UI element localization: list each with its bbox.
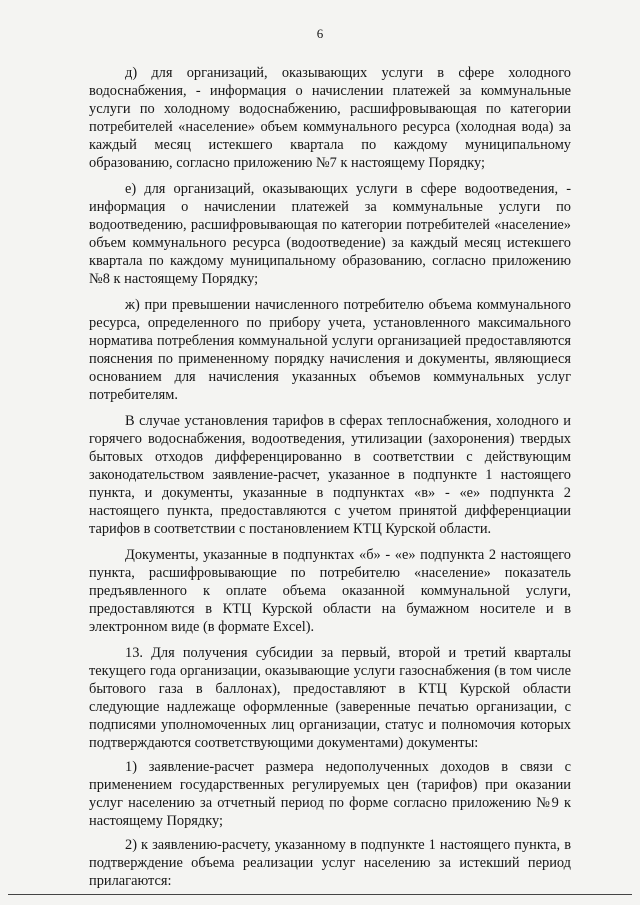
paragraph-documents-submission: Документы, указанные в подпунктах «б» - «е» подпункта 2 настоящего пункта, расшифровывающие по потребителю «население» показатель предъявленного к оплате объема оказанной коммунальной услуги, предоставляются в КТЦ Курской области на бумажном носителе и в электронном виде (в формате Excel).	[89, 547, 571, 635]
paragraph-e-wastewater: е) для организаций, оказывающих услуги в сфере водоотведения, - информация о начислении платежей за коммунальные услуги по водоотведению, расшифровывающая по категории потребителей «население» объем коммунального ресурса (водоотведение) за каждый месяц истекшего квартала по каждому муниципальному образованию, согласно приложению №8 к настоящему Порядку;	[89, 181, 571, 287]
page-number: 6	[316, 26, 324, 41]
paragraph-13-gas-subsidy: 13. Для получения субсидии за первый, второй и третий кварталы текущего года организации, оказывающие услуги газоснабжения (в том числе бытового газа в баллонах), предоставляют в КТЦ Курской области следующие надлежаще оформленные (заверенные печатью организации, с подписями уполномоченных лиц организации, статус и полномочия которых подтверждаются соответствующими документами) документы:	[89, 645, 571, 751]
paragraph-1-application: 1) заявление-расчет размера недополученных доходов в связи с применением государственных регулируемых цен (тарифов) при оказании услуг населению за отчетный период по форме согласно приложению №9 к настоящему Порядку;	[89, 759, 571, 829]
paragraph-zh-excess-volume: ж) при превышении начисленного потребителю объема коммунального ресурса, определенного по прибору учета, установленного максимального норматива потребления коммунальной услуги организацией предоставляются пояснения по примененному порядку начисления и документы, являющиеся основанием для начисления указанных объемов коммунальных услуг потребителям.	[89, 297, 571, 403]
paragraph-differentiated-tariffs: В случае установления тарифов в сферах теплоснабжения, холодного и горячего водоснабжения, водоотведения, утилизации (захоронения) твердых бытовых отходов дифференцированно в соответствии с действующим законодательством заявление-расчет, указанное в подпункте 1 настоящего пункта, и документы, указанные в подпунктах «в» - «е» подпункта 2 настоящего пункта, предоставляются с учетом принятой дифференциации тарифов в соответствии с постановлением КТЦ Курской области.	[89, 413, 571, 537]
paragraph-2-attachments: 2) к заявлению-расчету, указанному в подпункте 1 настоящего пункта, в подтверждение объема реализации услуг населению за истекший период прилагаются:	[89, 837, 571, 889]
paragraph-d-cold-water: д) для организаций, оказывающих услуги в сфере холодного водоснабжения, - информация о начислении платежей за коммунальные услуги по холодному водоснабжению, расшифровывающая по категории потребителей «население» объем коммунального ресурса (холодная вода) за каждый месяц истекшего квартала по каждому муниципальному образованию, согласно приложению №7 к настоящему Порядку;	[89, 65, 571, 171]
footer-rule	[8, 894, 632, 895]
document-body	[89, 64, 571, 896]
